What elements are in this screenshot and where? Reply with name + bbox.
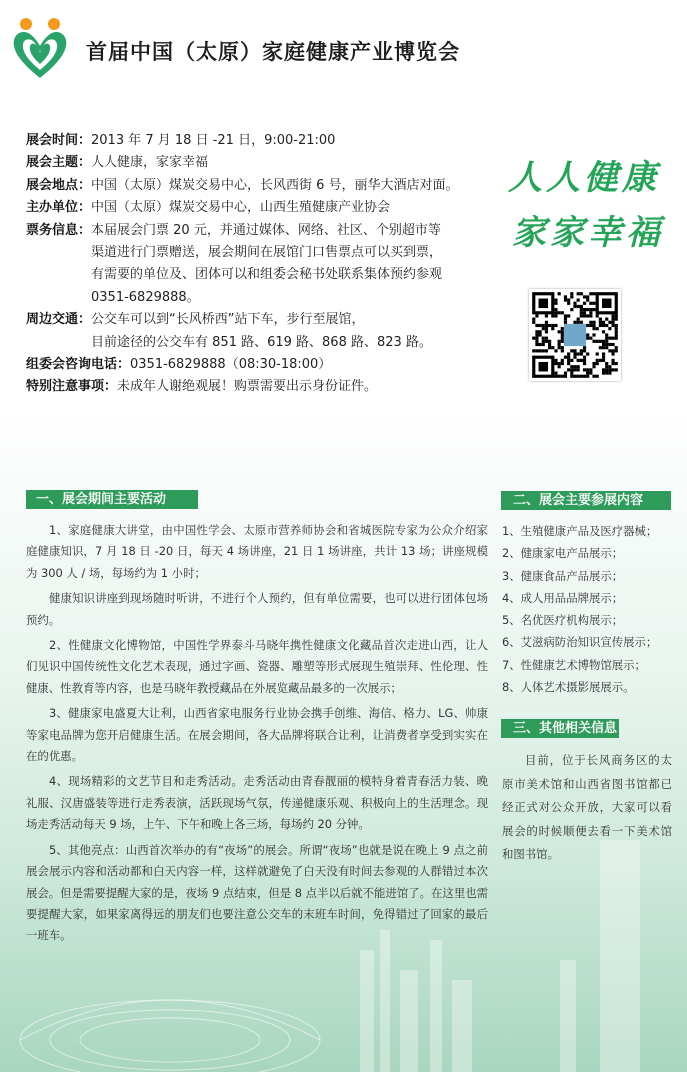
info-value: 0351-6829888（08:30-18:00） — [130, 357, 332, 373]
section-header-activities: 一、展会期间主要活动 — [26, 490, 198, 509]
slogan-line-1: 人人健康 — [508, 158, 660, 198]
info-label: 组委会咨询电话： — [26, 357, 131, 373]
info-row-tickets — [26, 220, 496, 310]
list-item: 8、人体艺术摄影展展示。 — [502, 680, 635, 695]
activity-paragraph: 4、现场精彩的文艺节目和走秀活动。走秀活动由青春靓丽的模特身着青春活力装、晚礼服、汉唐盛装等进行走秀表演，活跃现场气氛，传递健康乐观、积极向上的生活理念。现场走秀活动每天 9 场，上午、下午和晚上各三场，每场约 20 分钟。 — [26, 774, 488, 832]
info-value: 公交车可以到“长风桥西”站下车，步行至展馆， — [91, 312, 365, 328]
info-label: 展会地点： — [26, 177, 92, 193]
info-row-theme — [26, 152, 496, 174]
list-item: 3、健康食品产品展示； — [502, 568, 624, 583]
info-continuation: 有需要的单位及、团体可以和组委会秘书处联系集体预约参观 — [91, 267, 443, 283]
activities-body — [26, 520, 488, 951]
activity-paragraph: 3、健康家电盛夏大让利，山西省家电服务行业协会携手创维、海信、格力、LG、帅康等家电品牌为您开启健康生活。在展会期间，各大品牌将联合让利，让消费者享受到实实在在的优惠。 — [26, 706, 488, 764]
page-title: 首届中国（太原）家庭健康产业博览会 — [86, 40, 460, 64]
heart-people-logo-icon — [10, 16, 70, 82]
info-row-organizer — [26, 197, 496, 219]
info-continuation: 0351-6829888。 — [91, 289, 200, 305]
slogan-line-2: 家家幸福 — [512, 213, 664, 253]
list-item: 5、名优医疗机构展示； — [502, 613, 624, 628]
activity-paragraph: 5、其他亮点：山西首次举办的有“夜场”的展会。所谓“夜场”也就是说在晚上 9 点之前展会展示内容和活动都和白天内容一样，这样就避免了白天没有时间去参观的人群错过本次展会。但是需要提醒大家的是，夜场 9 点结束，但是 8 点半以后就不能进馆了。在这里也需要提醒大家，如果家离得远的朋友们也要注意公交车的末班车时间，免得错过了回家的最后一班车。 — [26, 842, 488, 943]
info-continuation: 目前途径的公交车有 851 路、619 路、868 路、823 路。 — [91, 334, 432, 350]
info-label: 展会时间： — [26, 133, 92, 148]
info-row-notice — [26, 376, 496, 398]
info-value: 中国（太原）煤炭交易中心，山西生殖健康产业协会 — [91, 200, 391, 216]
info-label: 展会主题： — [26, 155, 92, 171]
list-item: 1、生殖健康产品及医疗器械； — [502, 524, 658, 538]
info-value: 本届展会门票 20 元，并通过媒体、网络、社区、个别超市等 — [91, 222, 441, 238]
info-label: 票务信息： — [26, 222, 92, 238]
list-item: 6、艾滋病防治知识宣传展示； — [502, 635, 658, 650]
info-value: 未成年人谢绝观展！购票需要出示身份证件。 — [117, 379, 378, 395]
info-label: 主办单位： — [26, 200, 92, 216]
info-label: 周边交通： — [26, 312, 92, 328]
section-header-other-info: 三、其他相关信息 — [501, 719, 619, 738]
info-value: 2013 年 7 月 18 日 -21 日，9:00-21:00 — [91, 133, 336, 148]
info-label: 特别注意事项： — [26, 379, 118, 395]
info-continuation: 渠道进行门票赠送，展会期间在展馆门口售票点可以买到票， — [91, 245, 443, 261]
info-value: 中国（太原）煤炭交易中心，长风西街 6 号，丽华大酒店对面。 — [91, 177, 459, 193]
activity-paragraph: 1、家庭健康大讲堂，由中国性学会、太原市营养师协会和省城医院专家为公众介绍家庭健康知识，7 月 18 日 -20 日，每天 4 场讲座，21 日 1 场讲座，共计 13 场；讲座规模为 300 人 / 场，每场约为 1 小时； — [26, 523, 488, 580]
other-info-text: 目前，位于长风商务区的太原市美术馆和山西省图书馆都已经正式对公众开放，大家可以看展会的时候顺便去看一下美术馆和图书馆。 — [502, 753, 672, 862]
info-row-time — [26, 130, 496, 152]
exhibition-info — [26, 130, 496, 399]
info-value: 人人健康，家家幸福 — [91, 155, 209, 171]
list-item: 7、性健康艺术博物馆展示； — [502, 657, 646, 672]
exhibit-list — [502, 520, 672, 698]
activity-paragraph: 2、性健康文化博物馆，中国性学界泰斗马晓年携性健康文化藏品首次走进山西，让人们见识中国传统性文化艺术表现，通过字画、瓷器、雕塑等形式展现生殖崇拜、性伦理、性健康、性教育等内容，也是马晓年教授藏品在外展览藏品最多的一次展示； — [26, 638, 488, 695]
list-item: 2、健康家电产品展示； — [502, 546, 624, 561]
qr-code-icon — [529, 289, 621, 381]
info-row-transport — [26, 309, 496, 354]
info-row-venue — [26, 175, 496, 197]
list-item: 4、成人用品品牌展示； — [502, 590, 624, 605]
section-header-exhibits: 二、展会主要参展内容 — [501, 491, 671, 510]
activity-paragraph: 健康知识讲座到现场随时听讲，不进行个人预约，但有单位需要，也可以进行团体包场预约。 — [26, 591, 488, 627]
info-row-hotline — [26, 354, 496, 376]
